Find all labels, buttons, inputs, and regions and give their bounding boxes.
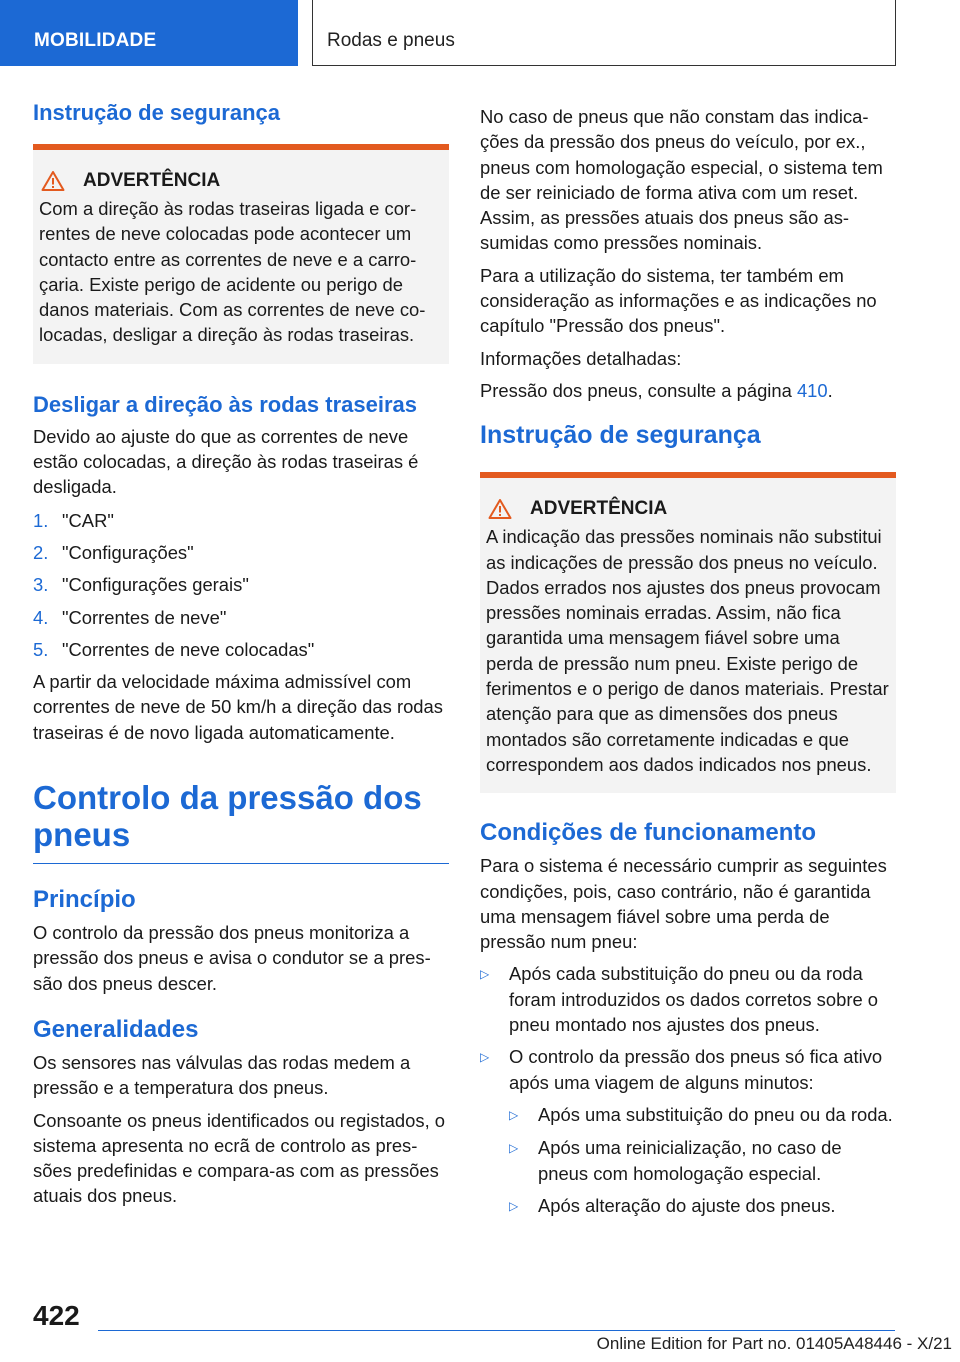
list-item: 5. "Correntes de neve colocadas"	[33, 638, 315, 660]
right-column	[480, 104, 896, 1233]
chapter-title: Rodas e pneus	[312, 0, 896, 66]
footer-rule	[98, 1330, 895, 1331]
list-item: 2. "Configurações"	[33, 541, 194, 563]
page-link[interactable]: 410	[796, 379, 828, 401]
edition-footer: Online Edition for Part no. 01405A48446 - X/21	[596, 1334, 952, 1353]
warning-box-2	[480, 472, 896, 793]
triangle-bullet-icon: ▷	[509, 1141, 519, 1156]
warning-text: A indicação das pressões nominais não substitui as indicações de pressão dos pneus no veículo. Dados errados nos ajustes dos pneus provocam pressões nominais erradas. Assim, não fica garantida uma mensagem fiável sobre uma perda de pressão num pneu. Existe perigo de ferimentos e o perigo de danos materiais. Prestar atenção para que as dimensões dos pneus montados são corretamente indicadas e que correspondem aos dados indicados nos pneus.	[486, 526, 889, 775]
page-number: 422	[33, 1300, 80, 1331]
general-text-2: Consoante os pneus identificados ou registados, o sistema apresenta no ecrã de controlo as pressões predefinidas e compara-as com as pressões atuais dos pneus.	[33, 1109, 446, 1207]
safety-heading: Instrução de segurança	[33, 100, 280, 125]
principle-heading: Princípio	[33, 886, 136, 914]
list-item: ▷ Após cada substituição do pneu ou da roda foram introduzidos os dados corretos sobre o pneu montado nos ajustes dos pneus.	[480, 961, 896, 1037]
section-tab: MOBILIDADE	[0, 0, 298, 66]
details-text: Pressão dos pneus, consulte a página 410.	[480, 379, 833, 401]
list-item: 3. "Configurações gerais"	[33, 574, 249, 596]
triangle-bullet-icon: ▷	[509, 1107, 519, 1122]
list-item: ▷ O controlo da pressão dos pneus só fica ativo após uma viagem de alguns minutos: ▷ Após uma substituição do pneu ou da roda. ▷ Após uma reinicialização, no caso de pneus com homologação especial. ▷ Após alteração do ajuste dos pneus.	[480, 1044, 896, 1226]
warning-title: ADVERTÊNCIA	[83, 170, 221, 191]
warning-triangle-icon	[39, 170, 83, 192]
conditions-text: Para o sistema é necessário cumprir as seguintes condições, pois, caso contrário, não é garantida uma mensagem fiável sobre uma perda de pressão num pneu:	[480, 855, 887, 953]
general-text-1: Os sensores nas válvulas das rodas medem a pressão e a temperatura dos pneus.	[33, 1051, 411, 1099]
warning-text: Com a direção às rodas traseiras ligada e correntes de neve colocadas pode acontecer um contacto entre as correntes de neve e a carroçaria. Existe perigo de acidente ou perigo de danos materiais. Com as correntes de neve colocadas, desligar a direção às rodas traseiras.	[39, 198, 426, 346]
triangle-bullet-icon: ▷	[480, 967, 490, 982]
list-item: ▷ Após alteração do ajuste dos pneus.	[509, 1193, 896, 1219]
warning-title: ADVERTÊNCIA	[530, 498, 668, 520]
heading-rule	[33, 863, 449, 864]
list-item: ▷ Após uma reinicialização, no caso de pneus com homologação especial.	[509, 1135, 896, 1186]
general-heading: Generalidades	[33, 1015, 199, 1043]
sub-conditions-list	[509, 1102, 896, 1219]
details-label: Informações detalhadas:	[480, 347, 682, 369]
list-item: 1. "CAR"	[33, 509, 114, 531]
principle-text: O controlo da pressão dos pneus monitoriza a pressão dos pneus e avisa o condutor se a pressão dos pneus descer.	[33, 922, 431, 994]
list-item: 4. "Correntes de neve"	[33, 606, 227, 628]
disable-text: Devido ao ajuste do que as correntes de neve estão colocadas, a direção às rodas traseiras é desligada.	[33, 425, 419, 498]
safety-heading-2: Instrução de segurança	[480, 421, 761, 450]
para-2: Para a utilização do sistema, ter também em consideração as informações e as indicações no capítulo "Pressão dos pneus".	[480, 264, 877, 337]
warning-box	[33, 144, 449, 364]
conditions-heading: Condições de funcionamento	[480, 819, 817, 847]
triangle-bullet-icon: ▷	[480, 1050, 490, 1065]
conditions-list	[480, 961, 896, 1226]
after-steps-text: A partir da velocidade máxima admissível com correntes de neve de 50 km/h a direção das rodas traseiras é de novo ligada automaticamente.	[33, 671, 443, 743]
main-heading: Controlo da pressão dos pneus	[33, 779, 422, 854]
left-column	[33, 100, 449, 1216]
warning-triangle-icon	[486, 498, 530, 520]
steps-list	[33, 508, 449, 662]
triangle-bullet-icon: ▷	[509, 1198, 519, 1213]
disable-heading: Desligar a direção às rodas traseiras	[33, 391, 417, 417]
para-1: No caso de pneus que não constam das indicações da pressão dos pneus do veículo, por ex., pneus com homologação especial, o sistema tem de ser reiniciado de forma ativa com um reset. Assim, as pressões atuais dos pneus são assumidas como pressões nominais.	[480, 106, 883, 254]
list-item: ▷ Após uma substituição do pneu ou da roda.	[509, 1102, 896, 1128]
